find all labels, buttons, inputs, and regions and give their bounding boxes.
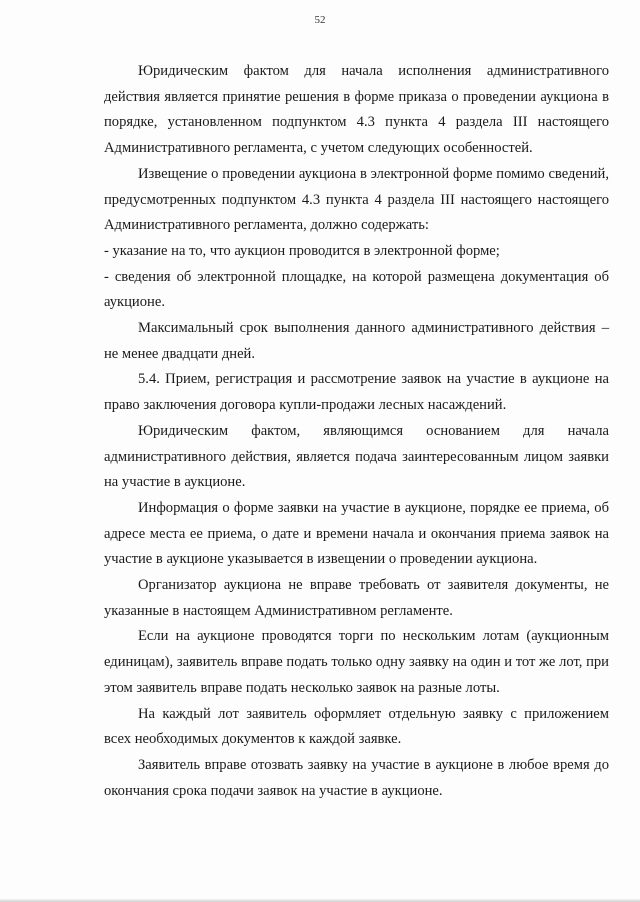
- paragraph-separate-application: На каждый лот заявитель оформляет отдельную заявку с приложением всех необходимых документов к каждой заявке.: [104, 705, 609, 748]
- paragraph-legal-fact: Юридическим фактом для начала исполнения административного действия является принятие решения в форме приказа о проведении аукциона в порядке, установленном подпунктом 4.3 пункта 4 раздела III настоящего Административного регламента, с учетом следующих особенностей.: [104, 63, 609, 157]
- paragraph-max-term: Максимальный срок выполнения данного административного действия – не менее двадцати дней.: [104, 320, 609, 362]
- paragraph-multiple-lots: Если на аукционе проводятся торги по нескольким лотам (аукционным единицам), заявитель вправе подать только одну заявку на один и тот же лот, при этом заявитель вправе подать несколько заявок на разные лоты.: [104, 628, 609, 696]
- paragraph-application-info: Информация о форме заявки на участие в аукционе, порядке ее приема, об адресе места ее приема, о дате и времени начала и окончания приема заявок на участие в аукционе указывается в извещении о проведении аукциона.: [104, 499, 609, 568]
- paragraph-electronic-notice: Извещение о проведении аукциона в электронной форме помимо сведений, предусмотренных подпунктом 4.3 пункта 4 раздела III настоящего настоящего Административного регламента, должно содержать:: [104, 165, 609, 234]
- page-number: 52: [314, 14, 326, 26]
- list-item-electronic-platform: - сведения об электронной площадке, на которой размещена документация об аукционе.: [104, 268, 609, 311]
- section-heading-5-4: 5.4. Прием, регистрация и рассмотрение заявок на участие в аукционе на право заключения договора купли-продажи лесных насаждений.: [104, 371, 609, 414]
- document-body: [104, 59, 609, 804]
- paragraph-organizer-restriction: Организатор аукциона не вправе требовать от заявителя документы, не указанные в настоящем Административном регламенте.: [104, 577, 609, 619]
- list-item-electronic-form: - указание на то, что аукцион проводится в электронной форме;: [104, 242, 500, 259]
- paragraph-application-basis: Юридическим фактом, являющимся основанием для начала административного действия, является подача заинтересованным лицом заявки на участие в аукционе.: [104, 422, 609, 491]
- paragraph-withdrawal: Заявитель вправе отозвать заявку на участие в аукционе в любое время до окончания срока подачи заявок на участие в аукционе.: [104, 756, 609, 799]
